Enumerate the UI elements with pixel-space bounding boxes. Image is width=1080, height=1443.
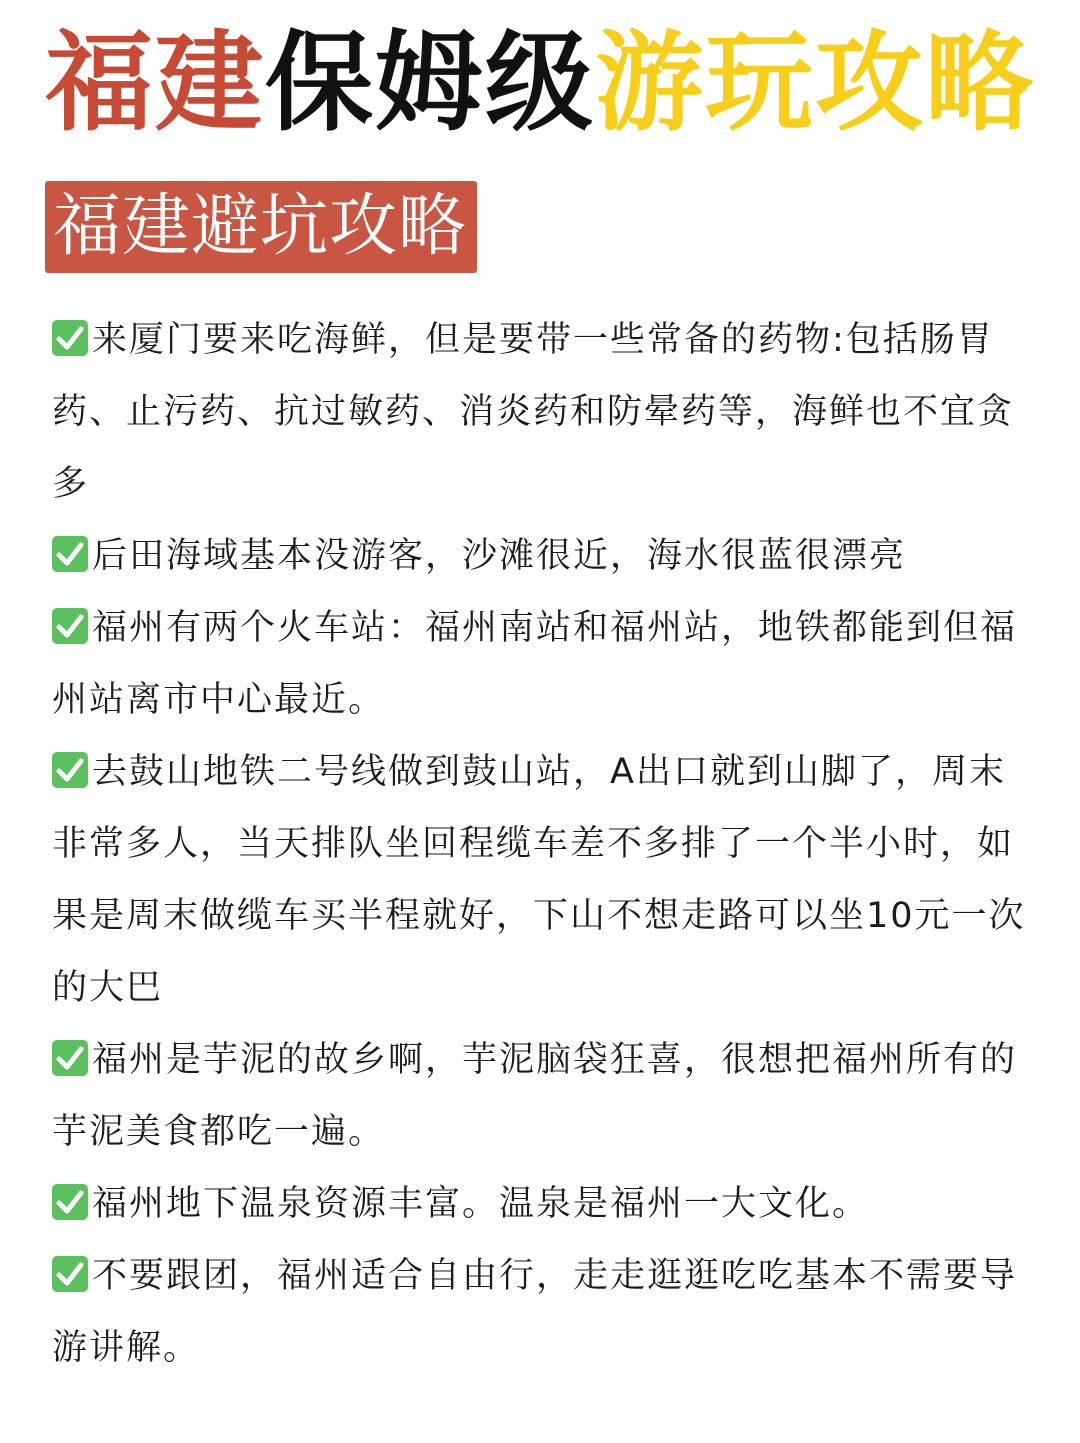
list-item: [52, 520, 1032, 592]
list-item-text: 福州有两个火车站：福州南站和福州站，地铁都能到但福州站离市中心最近。: [52, 608, 1018, 720]
list-item-text: 福州是芋泥的故乡啊，芋泥脑袋狂喜，很想把福州所有的芋泥美食都吃一遍。: [52, 1040, 1018, 1152]
list-item-text: 不要跟团，福州适合自由行，走走逛逛吃吃基本不需要导游讲解。: [52, 1256, 1018, 1368]
check-mark-icon: [52, 1040, 88, 1076]
list-item: [52, 1168, 1032, 1240]
check-mark-icon: [52, 752, 88, 788]
title-part-black: 保姆级: [264, 21, 595, 146]
check-mark-icon: [52, 1256, 88, 1292]
check-mark-icon: [52, 536, 88, 572]
title-part-red: 福建: [44, 21, 265, 146]
list-item: [52, 1024, 1032, 1168]
list-item-text: 去鼓山地铁二号线做到鼓山站，A出口就到山脚了，周末非常多人，当天排队坐回程缆车差不多排了一个半小时，如果是周末做缆车买半程就好，下山不想走路可以坐10元一次的大巴: [52, 752, 1026, 1008]
list-item-text: 来厦门要来吃海鲜，但是要带一些常备的药物:包括肠胃药、止污药、抗过敏药、消炎药和防晕药等，海鲜也不宜贪多: [52, 320, 1015, 504]
check-mark-icon: [52, 1184, 88, 1220]
check-mark-icon: [52, 320, 88, 356]
list-item-text: 福州地下温泉资源丰富。温泉是福州一大文化。: [92, 1184, 870, 1224]
list-item-text: 后田海域基本没游客，沙滩很近，海水很蓝很漂亮: [92, 536, 907, 576]
tips-list: [52, 304, 1032, 1384]
check-mark-icon: [52, 608, 88, 644]
title-part-yellow: 游玩攻略: [595, 21, 1036, 146]
list-item: [52, 592, 1032, 736]
list-item: [52, 736, 1032, 1024]
list-item: [52, 304, 1032, 520]
page-title: [0, 22, 1080, 146]
list-item: [52, 1240, 1032, 1384]
section-tag: 福建避坑攻略: [45, 181, 477, 273]
